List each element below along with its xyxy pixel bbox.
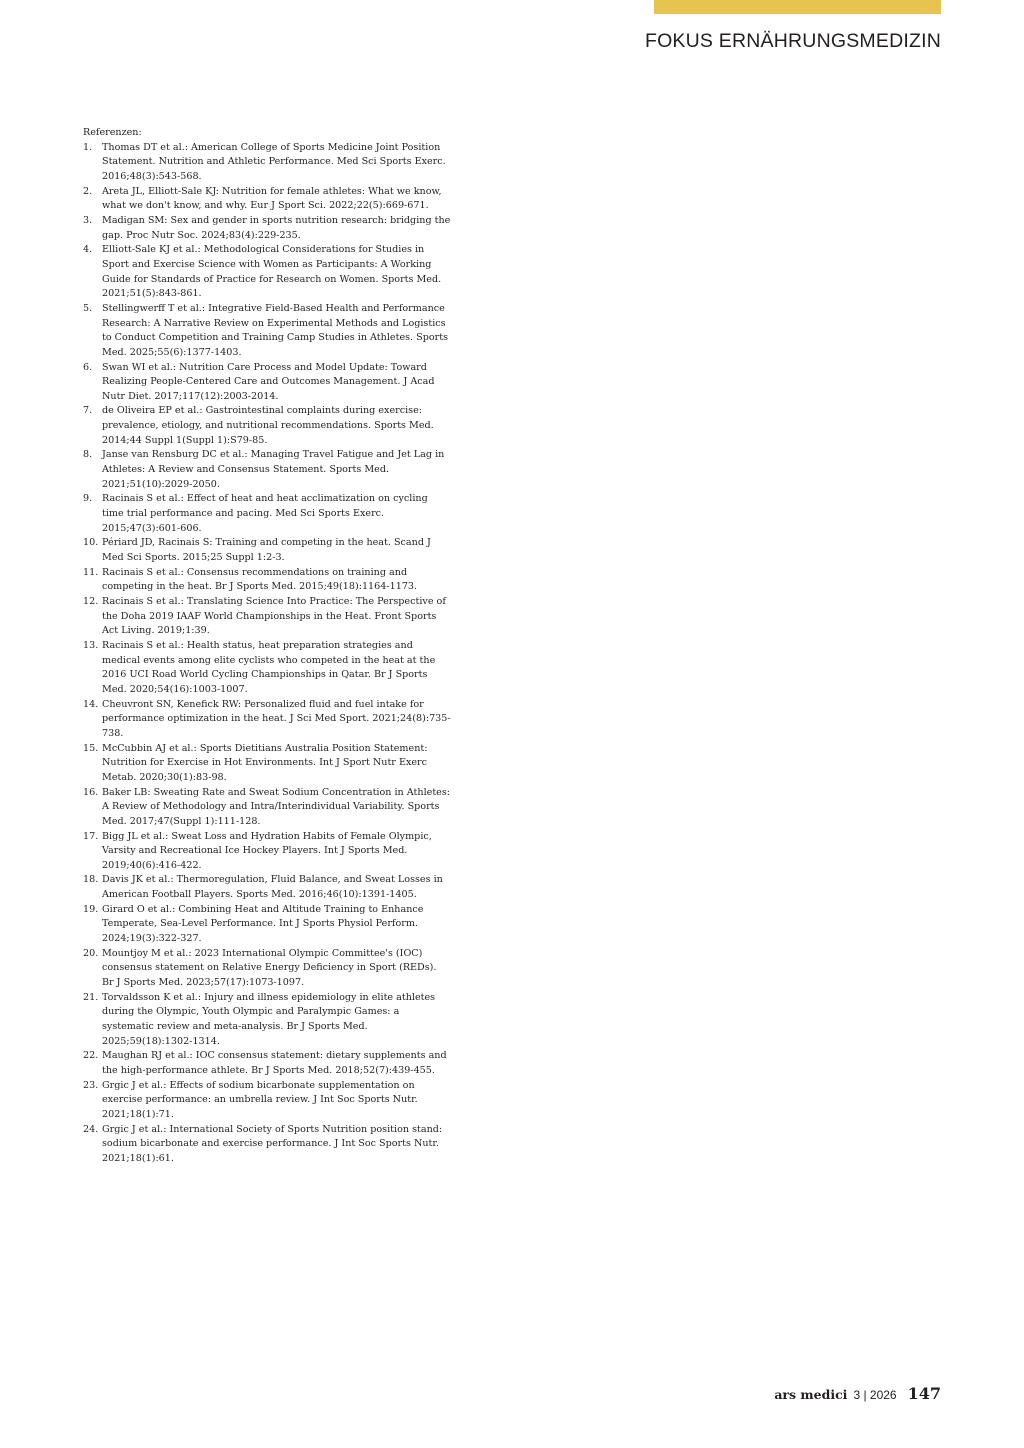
references-heading: Referenzen: bbox=[83, 127, 142, 138]
reference-number: 12. bbox=[83, 596, 99, 607]
reference-number: 6. bbox=[83, 361, 93, 373]
reference-number: 5. bbox=[83, 302, 93, 314]
reference-number: 18. bbox=[83, 874, 99, 886]
reference-item bbox=[83, 991, 451, 1050]
journal-name: ars medici bbox=[774, 1387, 848, 1402]
reference-item bbox=[83, 243, 451, 302]
reference-number: 2. bbox=[83, 185, 93, 197]
reference-text: Périard JD, Racinais S: Training and competing in the heat. Scand J Med Sci Sports. 2015;25 Suppl 1:2-3. bbox=[102, 537, 431, 564]
reference-item bbox=[83, 141, 451, 185]
reference-number: 21. bbox=[83, 991, 99, 1003]
reference-text: Racinais S et al.: Consensus recommendations on training and competing in the heat. Br J Sports Med. 2015;49(18):1164-1173. bbox=[102, 566, 418, 593]
reference-text: Elliott-Sale KJ et al.: Methodological Considerations for Studies in Sport and Exercise Science with Women as Participants: A Working Guide for Standards of Practice for Research on Women. Sports Med. 2021;51(5):843-861. bbox=[102, 244, 442, 300]
reference-item bbox=[83, 639, 451, 698]
reference-item bbox=[83, 698, 451, 742]
reference-text: Grgic J et al.: International Society of Sports Nutrition position stand: sodium bicarbonate and exercise performance. J Int Soc Sports Nutr. 2021;18(1):61. bbox=[102, 1123, 443, 1164]
reference-item bbox=[83, 595, 451, 639]
reference-item bbox=[83, 830, 451, 874]
reference-text: Racinais S et al.: Effect of heat and heat acclimatization on cycling time trial performance and pacing. Med Sci Sports Exerc. 2015;47(3):601-606. bbox=[102, 493, 428, 534]
issue-number: 3 | 2026 bbox=[853, 1388, 897, 1402]
reference-text: Bigg JL et al.: Sweat Loss and Hydration Habits of Female Olympic, Varsity and Recreational Ice Hockey Players. Int J Sports Med. 2019;40(6):416-422. bbox=[102, 830, 432, 871]
reference-text: Girard O et al.: Combining Heat and Altitude Training to Enhance Temperate, Sea-Level Performance. Int J Sports Physiol Perform. 2024;19(3):322-327. bbox=[102, 903, 424, 945]
reference-text: de Oliveira EP et al.: Gastrointestinal complaints during exercise: prevalence, etiology, and nutritional recommendations. Sports Med. 2014;44 Suppl 1(Suppl 1):S79-85. bbox=[102, 405, 434, 446]
page-footer bbox=[774, 1384, 941, 1403]
reference-item bbox=[83, 786, 451, 830]
reference-text: Swan WI et al.: Nutrition Care Process and Model Update: Toward Realizing People-Centered Care and Outcomes Management. J Acad Nutr Diet. 2017;117(12):2003-2014. bbox=[102, 361, 435, 402]
reference-item bbox=[83, 742, 451, 786]
reference-text: Racinais S et al.: Translating Science Into Practice: The Perspective of the Doha 2019 IAAF World Championships in the Heat. Front Sports Act Living. 2019;1:39. bbox=[102, 596, 446, 637]
reference-number: 1. bbox=[83, 141, 93, 153]
reference-number: 23. bbox=[83, 1079, 99, 1091]
reference-number: 13. bbox=[83, 639, 99, 651]
reference-number: 20. bbox=[83, 947, 99, 959]
reference-text: Areta JL, Elliott-Sale KJ: Nutrition for female athletes: What we know, what we don't know, and why. Eur J Sport Sci. 2022;22(5):669-671. bbox=[102, 185, 442, 212]
reference-text: Cheuvront SN, Kenefick RW: Personalized fluid and fuel intake for performance optimization in the heat. J Sci Med Sport. 2021;24(8):735-738. bbox=[102, 698, 451, 739]
reference-item bbox=[83, 448, 451, 492]
reference-number: 11. bbox=[83, 566, 99, 578]
reference-item bbox=[83, 361, 451, 405]
reference-number: 24. bbox=[83, 1123, 99, 1135]
reference-item bbox=[83, 185, 451, 214]
reference-text: Baker LB: Sweating Rate and Sweat Sodium Concentration in Athletes: A Review of Methodology and Intra/Interindividual Variability. Sports Med. 2017;47(Suppl 1):111-128. bbox=[102, 786, 451, 827]
reference-item bbox=[83, 1079, 451, 1123]
reference-text: Davis JK et al.: Thermoregulation, Fluid Balance, and Sweat Losses in American Football Players. Sports Med. 2016;46(10):1391-1405. bbox=[102, 874, 443, 901]
reference-text: Janse van Rensburg DC et al.: Managing Travel Fatigue and Jet Lag in Athletes: A Review and Consensus Statement. Sports Med. 2021;51(10):2029-2050. bbox=[102, 449, 445, 490]
reference-text: McCubbin AJ et al.: Sports Dietitians Australia Position Statement: Nutrition for Exercise in Hot Environments. Int J Sport Nutr Exerc Metab. 2020;30(1):83-98. bbox=[102, 742, 428, 783]
section-title: FOKUS ERNÄHRUNGSMEDIZIN bbox=[644, 30, 941, 52]
reference-item bbox=[83, 1049, 451, 1078]
reference-number: 3. bbox=[83, 214, 93, 226]
reference-text: Racinais S et al.: Health status, heat preparation strategies and medical events among elite cyclists who competed in the heat at the 2016 UCI Road World Cycling Championships in Qatar. Br J Sports Med. 2020;54(16):1003-1007. bbox=[102, 639, 436, 695]
reference-number: 10. bbox=[83, 537, 99, 549]
reference-number: 17. bbox=[83, 830, 99, 842]
reference-item bbox=[83, 404, 451, 448]
reference-item bbox=[83, 302, 451, 361]
reference-number: 15. bbox=[83, 742, 99, 754]
reference-text: Maughan RJ et al.: IOC consensus statement: dietary supplements and the high-performance athlete. Br J Sports Med. 2018;52(7):439-455. bbox=[102, 1050, 447, 1076]
header-accent-bar bbox=[654, 0, 941, 14]
reference-number: 7. bbox=[83, 405, 93, 417]
references-section bbox=[83, 126, 451, 1167]
reference-text: Grgic J et al.: Effects of sodium bicarbonate supplementation on exercise performance: an umbrella review. J Int Soc Sports Nutr. 2021;18(1):71. bbox=[102, 1079, 418, 1120]
reference-text: Torvaldsson K et al.: Injury and illness epidemiology in elite athletes during the Olympic, Youth Olympic and Paralympic Games: a systematic review and meta-analysis. Br J Sports Med. 2025;59(18):1302-1314. bbox=[102, 991, 436, 1047]
reference-item bbox=[83, 947, 451, 991]
reference-number: 14. bbox=[83, 698, 99, 710]
reference-item bbox=[83, 536, 451, 565]
reference-number: 4. bbox=[83, 244, 93, 256]
reference-item bbox=[83, 492, 451, 536]
references-list bbox=[83, 141, 451, 1167]
reference-number: 22. bbox=[83, 1050, 99, 1062]
reference-item bbox=[83, 1123, 451, 1167]
reference-text: Stellingwerff T et al.: Integrative Field-Based Health and Performance Research: A Narrative Review on Experimental Methods and Logistics to Conduct Competition and Training Camp Studies in Athletes. Sports Med. 2025;55(6):1377-1403. bbox=[102, 302, 448, 358]
reference-text: Thomas DT et al.: American College of Sports Medicine Joint Position Statement. Nutrition and Athletic Performance. Med Sci Sports Exerc. 2016;48(3):543-568. bbox=[102, 141, 446, 182]
reference-item bbox=[83, 903, 451, 947]
reference-item bbox=[83, 873, 451, 902]
page-number: 147 bbox=[907, 1384, 941, 1403]
reference-text: Mountjoy M et al.: 2023 International Olympic Committee's (IOC) consensus statement on Relative Energy Deficiency in Sport (REDs). Br J Sports Med. 2023;57(17):1073-1097. bbox=[102, 947, 437, 989]
reference-item bbox=[83, 566, 451, 595]
reference-number: 16. bbox=[83, 786, 99, 798]
reference-number: 9. bbox=[83, 493, 93, 505]
reference-text: Madigan SM: Sex and gender in sports nutrition research: bridging the gap. Proc Nutr Soc. 2024;83(4):229-235. bbox=[102, 214, 451, 241]
reference-number: 19. bbox=[83, 903, 99, 915]
reference-number: 8. bbox=[83, 449, 93, 461]
reference-item bbox=[83, 214, 451, 243]
